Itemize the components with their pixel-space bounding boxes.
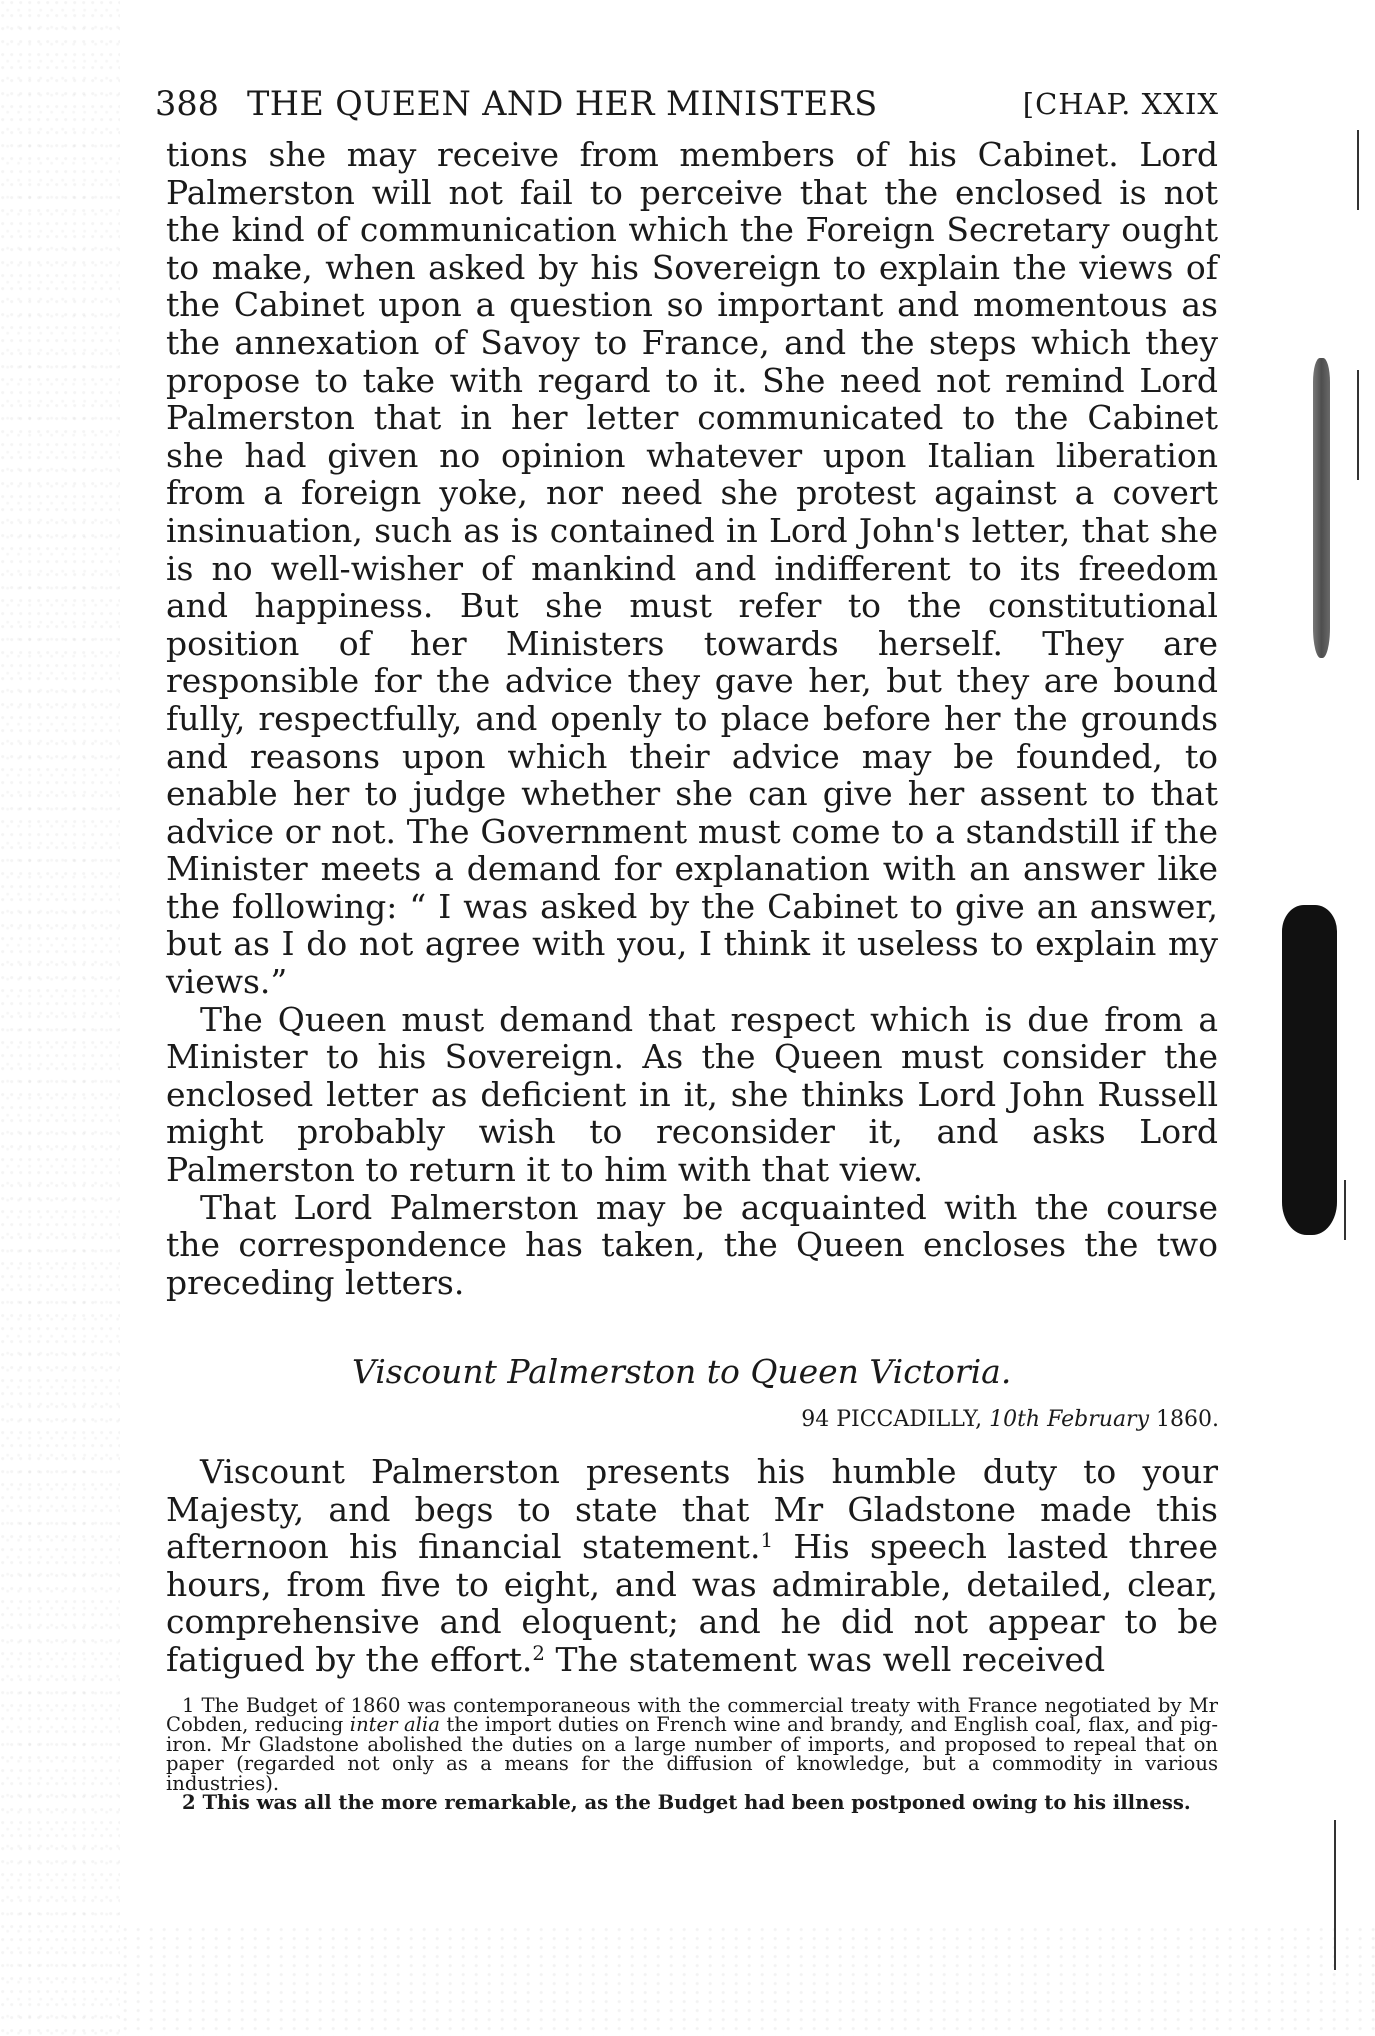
page-edge-line [1357,130,1359,210]
body-text [166,136,1218,1301]
letter-body [166,1453,1218,1679]
dateline-date: 10th February [989,1407,1150,1432]
footnotes [166,1694,1219,1815]
dateline-place: 94 PICCADILLY, [801,1407,983,1432]
footnote-ref: 2 [532,1642,545,1666]
page-edge-line [1334,1820,1336,1970]
letter-text: The statement was well received [544,1639,1106,1679]
binding-shadow-mark [1313,358,1330,658]
running-title: THE QUEEN AND HER MINISTERS [247,84,878,123]
footnote-number: 1 [182,1694,195,1717]
binding-shadow-mark [1282,905,1337,1235]
paragraph: The Queen must demand that respect which is due from a Minister to his Sovereign. As the Queen must consider the enclosed letter as deficient in it, she thinks Lord John Russell might probably wish to reconsider it, and asks Lord Palmerston to return it to him with that view. [166,999,1218,1190]
scan-bottom-noise [120,1926,1375,2036]
footnote-text: The Budget of 1860 was contemporaneous with the commercial treaty with France negotiated by Mr Cobden, reducing [166,1694,1219,1737]
letter-dateline [801,1405,1219,1435]
chapter-label: [CHAP. XXIX [1022,87,1219,121]
footnote-italic: inter alia [349,1713,440,1737]
paragraph: That Lord Palmerston may be acquainted with the course the correspondence has taken, the Queen encloses the two preceding letters. [166,1187,1218,1302]
letter-text: His speech lasted three hours, from five to eight, and was admirable, detailed, clear, comprehensive and eloquent; and he did not appear to be fatigued by the effort. [166,1527,1218,1679]
dateline-year: 1860. [1156,1407,1219,1432]
footnote [166,1696,1218,1793]
page-number: 388 [155,84,219,123]
page-edge-line [1344,1180,1346,1240]
footnote-ref: 1 [760,1529,774,1553]
letter-text: Viscount Palmerston presents his humble duty to your Majesty, and begs to state that Mr Gladstone made this afternoon his financial statement. [166,1452,1218,1567]
running-header [155,82,1219,126]
scan-margin-noise [0,0,120,2036]
footnote-text: This was all the more remarkable, as the Budget had been postponed owing to his illness. [202,1791,1191,1815]
footnote-number: 2 [182,1791,196,1815]
page-edge-line [1357,370,1359,480]
footnote-text: the import duties on French wine and brandy, and English coal, flax, and pig-iron. Mr Gladstone abolished the duties on a large number of imports, and proposed to repeal that on paper (regarded not only as a means for the diffusion of knowledge, but a commodity in various industries). [166,1713,1218,1795]
paragraph [166,1453,1218,1679]
footnote [166,1791,1218,1815]
letter-heading: Viscount Palmerston to Queen Victoria. [352,1352,1012,1391]
paragraph: tions she may receive from members of his Cabinet. Lord Palmerston will not fail to perceive that the enclosed is not the kind of communication which the Foreign Secretary ought to make, when asked by his Sovereign to explain the views of the Cabinet upon a question so important and momentous as the annexation of Savoy to France, and the steps which they propose to take with regard to it. She need not remind Lord Palmerston that in her letter communicated to the Cabinet she had given no opinion whatever upon Italian liberation from a foreign yoke, nor need she protest against a covert insinuation, such as is contained in Lord John's letter, that she is no well-wisher of mankind and indifferent to its freedom and happiness. But she must refer to the constitutional position of her Ministers towards herself. They are responsible for the advice they gave her, but they are bound fully, respectfully, and openly to place before her the grounds and reasons upon which their advice may be founded, to enable her to judge whether she can give her assent to that advice or not. The Government must come to a standstill if the Minister meets a demand for explanation with an answer like the following: “ I was asked by the Cabinet to give an answer, but as I do not agree with you, I think it useless to explain my views.” [166,135,1218,1002]
